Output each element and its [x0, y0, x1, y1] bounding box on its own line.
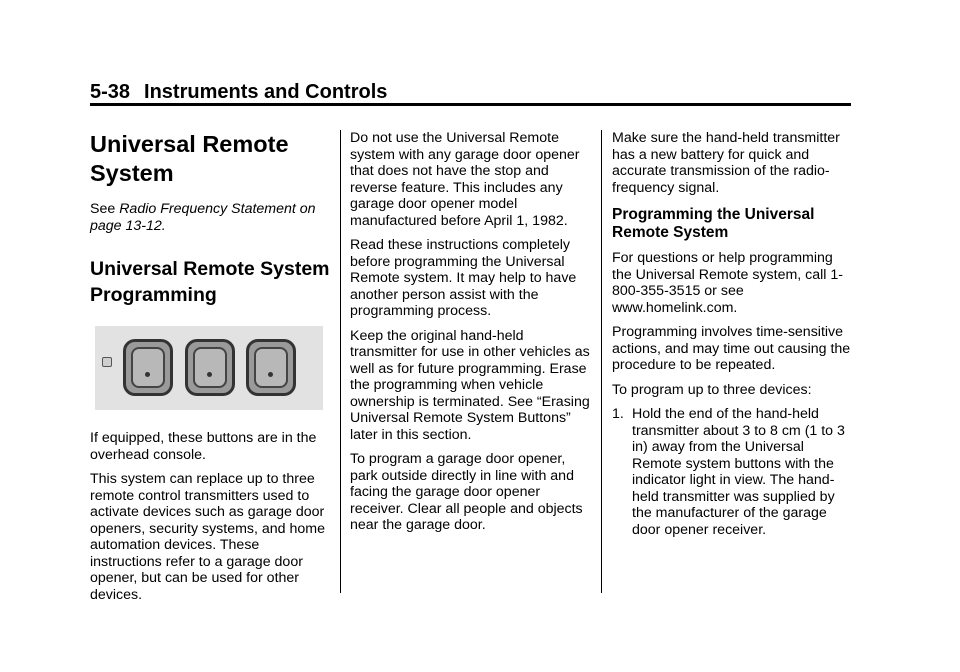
homelink-button-icon	[246, 339, 296, 396]
header-rule	[90, 103, 851, 106]
subsection-heading: Programming the Universal Remote System	[612, 206, 815, 241]
see-reference-link[interactable]: Radio Frequency Statement on page 13-12.	[90, 201, 316, 234]
paragraph: Programming involves time-sensitive actions, and may time out causing the procedure to be repeated.	[612, 324, 851, 373]
column-divider-2	[601, 130, 602, 593]
page-number: 5-38	[90, 81, 131, 103]
column-1	[90, 130, 330, 611]
see-prefix: See	[90, 201, 120, 217]
paragraph: Read these instructions completely before programming the Universal Remote system. It may help to have another person assist with the programming process.	[350, 237, 577, 319]
paragraph: Do not use the Universal Remote system with any garage door opener that does not have the stop and reverse feature. This includes any garage door opener model manufactured before April 1, 1982.	[350, 130, 580, 229]
homelink-button-icon	[185, 339, 235, 396]
paragraph: To program a garage door opener, park outside directly in line with and facing the garage door opener receiver. Clear all people and objects near the garage door.	[350, 451, 583, 533]
paragraph: For questions or help programming the Universal Remote system, call 1-800-355-3515 or see www.homelink.com.	[612, 250, 844, 316]
indicator-light-icon	[102, 357, 112, 367]
page-header	[90, 80, 387, 104]
paragraph: Keep the original hand-held transmitter for use in other vehicles as well as for future programming. Erase the programming when vehicle ownership is terminated. See “Erasing Universal Remote System Buttons” later in this section.	[350, 327, 590, 443]
column-3	[612, 130, 856, 538]
subsection-heading: Universal Remote System Programming	[90, 258, 330, 306]
section-heading: Universal Remote System	[90, 131, 289, 186]
column-2	[350, 130, 593, 542]
paragraph: Make sure the hand-held transmitter has a new battery for quick and accurate transmission of the radio-frequency signal.	[612, 130, 840, 196]
paragraph: To program up to three devices:	[612, 381, 812, 398]
overhead-console-figure	[95, 326, 323, 410]
homelink-button-icon	[123, 339, 173, 396]
list-text: Hold the end of the hand-held transmitter about 3 to 8 cm (1 to 3 in) away from the Universal Remote system buttons with the indicator light in view. The hand-held transmitter was supplied by the manufacturer of the garage door opener receiver.	[632, 406, 845, 538]
see-reference	[90, 201, 330, 234]
section-title: Instruments and Controls	[144, 81, 388, 103]
column-divider-1	[340, 130, 341, 593]
paragraph: If equipped, these buttons are in the overhead console.	[90, 430, 317, 463]
list-item	[612, 406, 856, 538]
paragraph: This system can replace up to three remote control transmitters used to activate devices such as garage door openers, security systems, and home automation devices. These instructions refer to a garage door opener, but can be used for other devices.	[90, 471, 325, 603]
list-number: 1.	[612, 406, 624, 422]
